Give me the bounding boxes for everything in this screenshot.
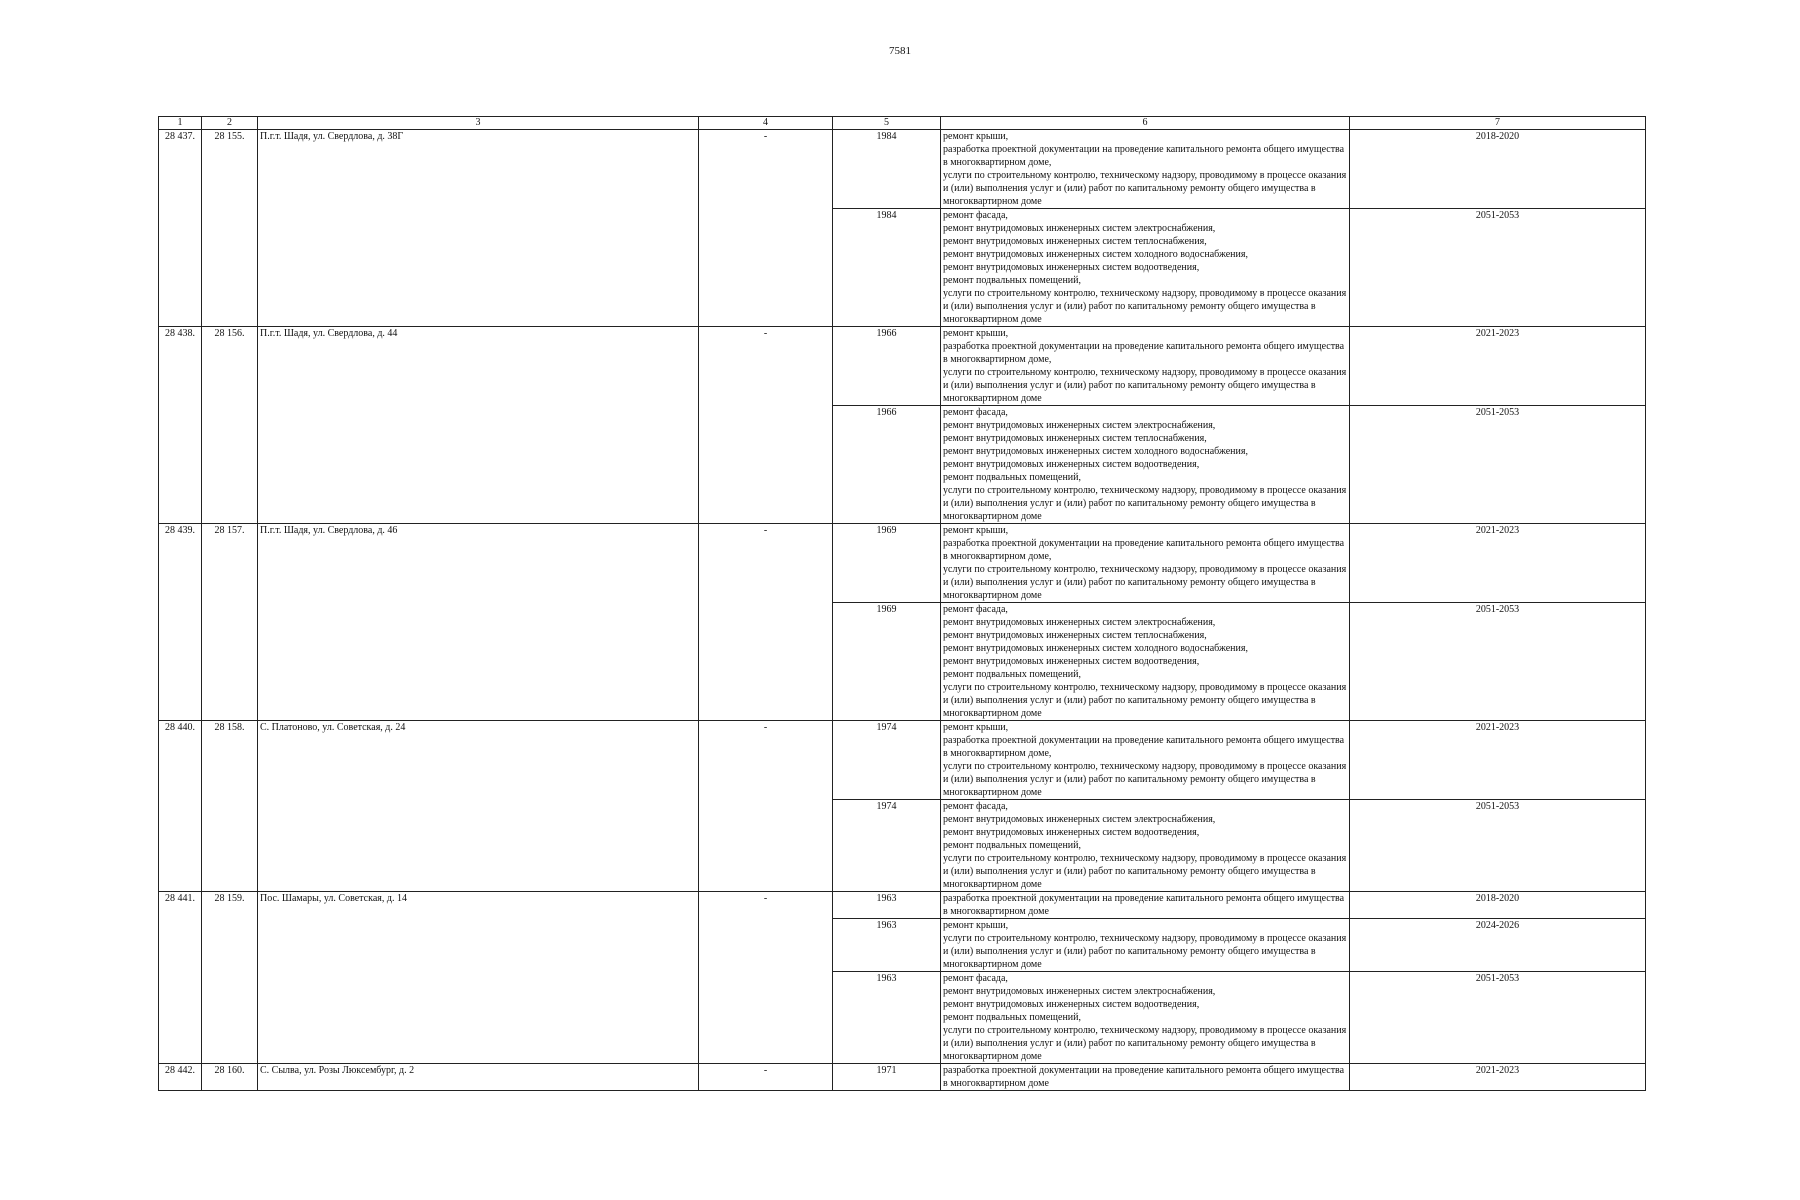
year-value: 1971 xyxy=(833,1064,941,1091)
year-value: 1963 xyxy=(833,892,941,919)
work-list: разработка проектной документации на проведение капитального ремонта общего имущества в многоквартирном доме xyxy=(941,1064,1350,1091)
column-4-value: - xyxy=(699,1064,833,1091)
row-number: 28 437. xyxy=(159,130,202,327)
table-row xyxy=(159,1064,1646,1091)
column-4-value: - xyxy=(699,721,833,892)
house-address: Пос. Шамары, ул. Советская, д. 14 xyxy=(258,892,699,1064)
column-header-4: 4 xyxy=(699,117,833,130)
year-value: 1969 xyxy=(833,603,941,721)
year-value: 1963 xyxy=(833,919,941,972)
house-address: С. Платоново, ул. Советская, д. 24 xyxy=(258,721,699,892)
column-header-6: 6 xyxy=(941,117,1350,130)
column-4-value: - xyxy=(699,524,833,721)
house-address: П.г.т. Шадя, ул. Свердлова, д. 38Г xyxy=(258,130,699,327)
work-list: ремонт фасада, ремонт внутридомовых инженерных систем электроснабжения, ремонт внутридомовых инженерных систем теплоснабжения, ремонт внутридомовых инженерных систем холодного водоснабжения, ремонт внутридомовых инженерных систем водоотведения, ремонт подвальных помещений, услуги по строительному контролю, техническому надзору, проводимому в процессе оказания и (или) выполнения услуг и (или) работ по капитальному ремонту общего имущества в многоквартирном доме xyxy=(941,406,1350,524)
row-sub-number: 28 155. xyxy=(202,130,258,327)
year-value: 1966 xyxy=(833,327,941,406)
period-value: 2051-2053 xyxy=(1350,603,1646,721)
work-list: ремонт фасада, ремонт внутридомовых инженерных систем электроснабжения, ремонт внутридомовых инженерных систем теплоснабжения, ремонт внутридомовых инженерных систем холодного водоснабжения, ремонт внутридомовых инженерных систем водоотведения, ремонт подвальных помещений, услуги по строительному контролю, техническому надзору, проводимому в процессе оказания и (или) выполнения услуг и (или) работ по капитальному ремонту общего имущества в многоквартирном доме xyxy=(941,603,1350,721)
period-value: 2051-2053 xyxy=(1350,972,1646,1064)
period-value: 2024-2026 xyxy=(1350,919,1646,972)
row-number: 28 438. xyxy=(159,327,202,524)
period-value: 2051-2053 xyxy=(1350,209,1646,327)
row-sub-number: 28 156. xyxy=(202,327,258,524)
year-value: 1963 xyxy=(833,972,941,1064)
work-list: ремонт фасада, ремонт внутридомовых инженерных систем электроснабжения, ремонт внутридомовых инженерных систем теплоснабжения, ремонт внутридомовых инженерных систем холодного водоснабжения, ремонт внутридомовых инженерных систем водоотведения, ремонт подвальных помещений, услуги по строительному контролю, техническому надзору, проводимому в процессе оказания и (или) выполнения услуг и (или) работ по капитальному ремонту общего имущества в многоквартирном доме xyxy=(941,209,1350,327)
work-list: ремонт крыши, разработка проектной документации на проведение капитального ремонта общего имущества в многоквартирном доме, услуги по строительному контролю, техническому надзору, проводимому в процессе оказания и (или) выполнения услуг и (или) работ по капитальному ремонту общего имущества в многоквартирном доме xyxy=(941,524,1350,603)
period-value: 2021-2023 xyxy=(1350,1064,1646,1091)
period-value: 2021-2023 xyxy=(1350,524,1646,603)
year-value: 1969 xyxy=(833,524,941,603)
table-header xyxy=(159,117,1646,130)
row-number: 28 442. xyxy=(159,1064,202,1091)
work-list: ремонт крыши, разработка проектной документации на проведение капитального ремонта общего имущества в многоквартирном доме, услуги по строительному контролю, техническому надзору, проводимому в процессе оказания и (или) выполнения услуг и (или) работ по капитальному ремонту общего имущества в многоквартирном доме xyxy=(941,327,1350,406)
year-value: 1966 xyxy=(833,406,941,524)
year-value: 1974 xyxy=(833,800,941,892)
column-header-5: 5 xyxy=(833,117,941,130)
work-list: ремонт фасада, ремонт внутридомовых инженерных систем электроснабжения, ремонт внутридомовых инженерных систем водоотведения, ремонт подвальных помещений, услуги по строительному контролю, техническому надзору, проводимому в процессе оказания и (или) выполнения услуг и (или) работ по капитальному ремонту общего имущества в многоквартирном доме xyxy=(941,972,1350,1064)
work-list: ремонт фасада, ремонт внутридомовых инженерных систем электроснабжения, ремонт внутридомовых инженерных систем водоотведения, ремонт подвальных помещений, услуги по строительному контролю, техническому надзору, проводимому в процессе оказания и (или) выполнения услуг и (или) работ по капитальному ремонту общего имущества в многоквартирном доме xyxy=(941,800,1350,892)
year-value: 1984 xyxy=(833,130,941,209)
row-sub-number: 28 157. xyxy=(202,524,258,721)
house-address: П.г.т. Шадя, ул. Свердлова, д. 46 xyxy=(258,524,699,721)
row-number: 28 441. xyxy=(159,892,202,1064)
period-value: 2051-2053 xyxy=(1350,406,1646,524)
row-sub-number: 28 158. xyxy=(202,721,258,892)
table-body xyxy=(159,130,1646,1091)
header-row xyxy=(159,117,1646,130)
column-4-value: - xyxy=(699,130,833,327)
column-header-2: 2 xyxy=(202,117,258,130)
table-row xyxy=(159,721,1646,800)
work-list: ремонт крыши, разработка проектной документации на проведение капитального ремонта общего имущества в многоквартирном доме, услуги по строительному контролю, техническому надзору, проводимому в процессе оказания и (или) выполнения услуг и (или) работ по капитальному ремонту общего имущества в многоквартирном доме xyxy=(941,721,1350,800)
column-header-1: 1 xyxy=(159,117,202,130)
repair-schedule-table xyxy=(158,116,1646,1091)
table-row xyxy=(159,892,1646,919)
house-address: П.г.т. Шадя, ул. Свердлова, д. 44 xyxy=(258,327,699,524)
work-list: ремонт крыши, разработка проектной документации на проведение капитального ремонта общего имущества в многоквартирном доме, услуги по строительному контролю, техническому надзору, проводимому в процессе оказания и (или) выполнения услуг и (или) работ по капитальному ремонту общего имущества в многоквартирном доме xyxy=(941,130,1350,209)
row-number: 28 439. xyxy=(159,524,202,721)
column-4-value: - xyxy=(699,327,833,524)
row-number: 28 440. xyxy=(159,721,202,892)
row-sub-number: 28 160. xyxy=(202,1064,258,1091)
house-address: С. Сылва, ул. Розы Люксембург, д. 2 xyxy=(258,1064,699,1091)
table-row xyxy=(159,524,1646,603)
table-row xyxy=(159,130,1646,209)
year-value: 1984 xyxy=(833,209,941,327)
work-list: разработка проектной документации на проведение капитального ремонта общего имущества в многоквартирном доме xyxy=(941,892,1350,919)
period-value: 2018-2020 xyxy=(1350,130,1646,209)
row-sub-number: 28 159. xyxy=(202,892,258,1064)
period-value: 2051-2053 xyxy=(1350,800,1646,892)
period-value: 2018-2020 xyxy=(1350,892,1646,919)
work-list: ремонт крыши, услуги по строительному контролю, техническому надзору, проводимому в процессе оказания и (или) выполнения услуг и (или) работ по капитальному ремонту общего имущества в многоквартирном доме xyxy=(941,919,1350,972)
period-value: 2021-2023 xyxy=(1350,327,1646,406)
column-header-3: 3 xyxy=(258,117,699,130)
page-number: 7581 xyxy=(889,45,911,57)
table-row xyxy=(159,327,1646,406)
year-value: 1974 xyxy=(833,721,941,800)
register-sheet xyxy=(158,116,1645,1089)
period-value: 2021-2023 xyxy=(1350,721,1646,800)
column-header-7: 7 xyxy=(1350,117,1646,130)
column-4-value: - xyxy=(699,892,833,1064)
